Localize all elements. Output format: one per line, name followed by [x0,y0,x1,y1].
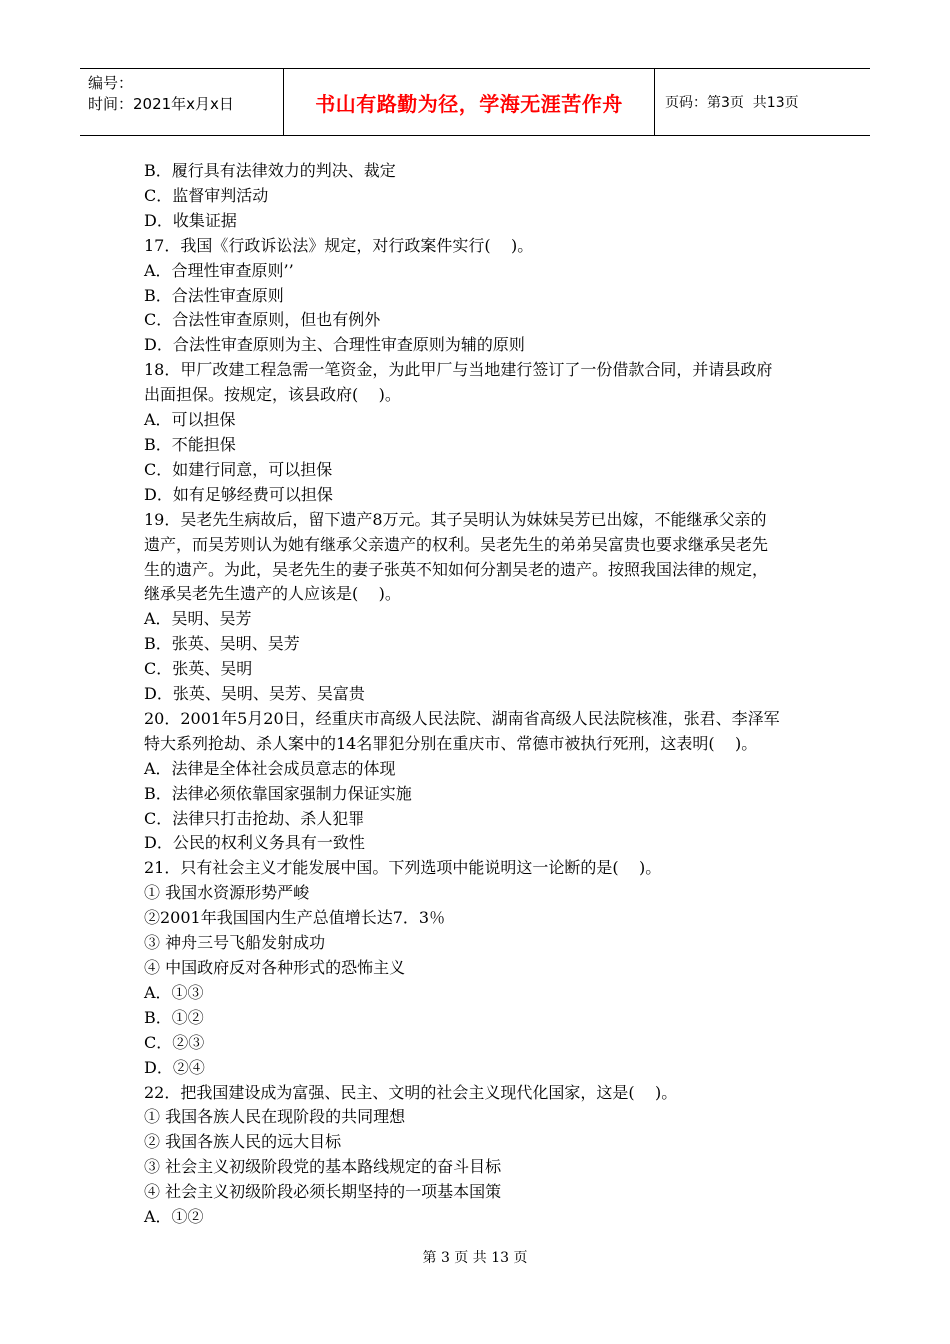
option-line: D．收集证据 [144,210,237,230]
option-line: B．合法性审查原则 [144,285,284,305]
option-line: B．履行具有法律效力的判决、裁定 [144,161,396,180]
header-motto-cell [283,69,655,135]
header-motto: 书山有路勤为径，学海无涯苦作舟 [315,91,623,116]
option-line: B．法律必须依靠国家强制力保证实施 [144,783,412,803]
page-header [80,68,870,136]
question-21-stem: 21．只有社会主义才能发展中国。下列选项中能说明这一论断的是( )。 [144,858,662,878]
page-footer: 第 3 页 共 13 页 [422,1250,528,1266]
question-19-stem-cont: 继承吴老先生遗产的人应该是( )。 [144,584,401,604]
question-22-stem: 22．把我国建设成为富强、民主、文明的社会主义现代化国家，这是( )。 [144,1082,678,1102]
option-line: C．②③ [144,1032,205,1052]
option-line: B．张英、吴明、吴芳 [144,634,300,654]
statement-line: ② 我国各族人民的远大目标 [144,1132,342,1152]
statement-line: ④ 中国政府反对各种形式的恐怖主义 [144,958,406,977]
document-time-label: 时间：2021年x月x日 [88,95,234,113]
question-19-stem: 19．吴老先生病故后，留下遗产8万元。其子吴明认为妹妹吴芳已出嫁，不能继承父亲的 [144,509,767,529]
option-line: C．如建行同意，可以担保 [144,459,333,479]
header-meta [80,69,283,135]
exam-questions-body [144,159,814,1230]
option-line: D．张英、吴明、吴芳、吴富贵 [144,684,365,704]
question-20-stem: 20．2001年5月20日，经重庆市高级人民法院、湖南省高级人民法院核准，张君、李泽军 [144,708,780,728]
option-line: A．法律是全体社会成员意志的体现 [144,758,396,778]
option-line: C．法律只打击抢劫、杀人犯罪 [144,808,365,828]
option-line: A．①② [144,1207,204,1227]
option-line: C．张英、吴明 [144,659,253,679]
option-line: D．②④ [144,1057,205,1077]
option-line: A．合理性审查原则’’ [144,260,294,280]
statement-line: ②2001年我国国内生产总值增长达7．3％ [144,908,446,928]
statement-line: ④ 社会主义初级阶段必须长期坚持的一项基本国策 [144,1182,502,1202]
option-line: B．不能担保 [144,434,236,454]
statement-line: ③ 神舟三号飞船发射成功 [144,933,326,953]
statement-line: ③ 社会主义初级阶段党的基本路线规定的奋斗目标 [144,1157,502,1177]
statement-line: ① 我国水资源形势严峻 [144,883,310,903]
option-line: D．如有足够经费可以担保 [144,484,333,504]
option-line: A．可以担保 [144,410,236,430]
option-line: A．吴明、吴芳 [144,609,252,629]
question-17-stem: 17．我国《行政诉讼法》规定，对行政案件实行( )。 [144,235,534,255]
question-18-stem: 18．甲厂改建工程急需一笔资金，为此甲厂与当地建行签订了一份借款合同，并请县政府 [144,360,773,380]
option-line: A．①③ [144,982,204,1002]
question-19-stem-cont: 遗产，而吴芳则认为她有继承父亲遗产的权利。吴老先生的弟弟吴富贵也要求继承吴老先 [144,534,769,554]
question-20-stem-cont: 特大系列抢劫、杀人案中的14名罪犯分别在重庆市、常德市被执行死刑，这表明( )。 [144,733,758,753]
header-page-info: 页码：第3页 共13页 [665,95,799,111]
document-number-label: 编号： [88,74,134,92]
option-line: D．合法性审查原则为主、合理性审查原则为辅的原则 [144,335,525,355]
statement-line: ① 我国各族人民在现阶段的共同理想 [144,1107,406,1127]
option-line: B．①② [144,1007,204,1027]
option-line: C．合法性审查原则，但也有例外 [144,310,381,330]
option-line: D．公民的权利义务具有一致性 [144,833,365,853]
question-19-stem-cont: 生的遗产。为此，吴老先生的妻子张英不知如何分割吴老的遗产。按照我国法律的规定， [144,559,769,579]
question-18-stem-cont: 出面担保。按规定，该县政府( )。 [144,385,401,405]
option-line: C．监督审判活动 [144,185,269,205]
